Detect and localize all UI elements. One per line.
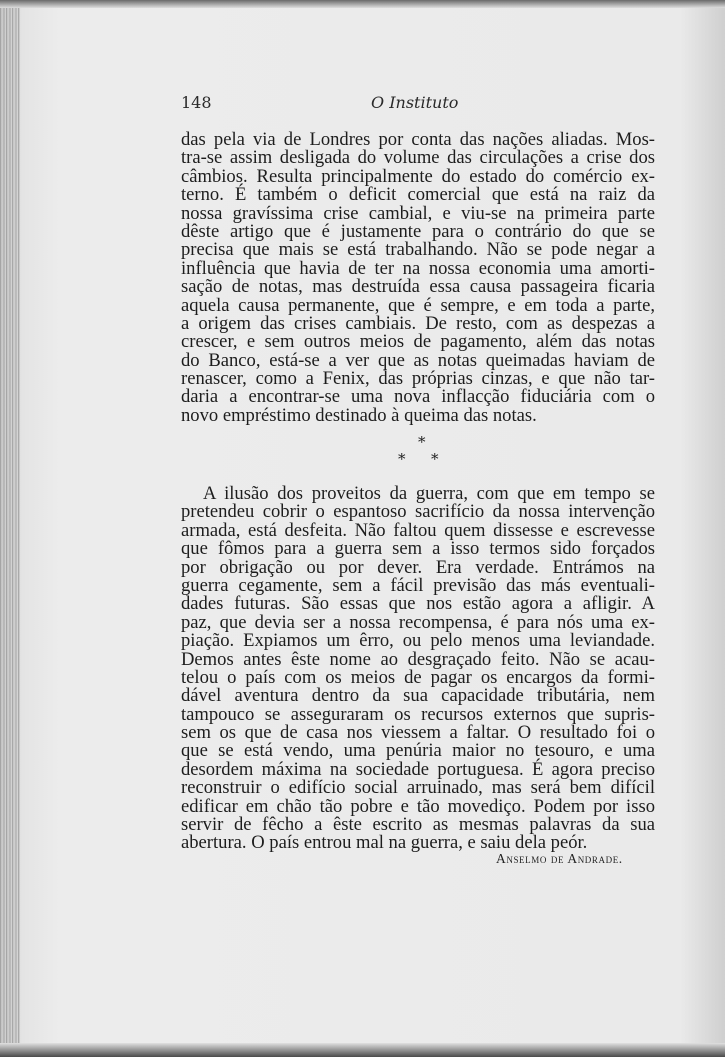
text-line: a origem das crises cambiais. De resto, com as despezas a [181,312,655,334]
text-line: do Banco, está-se a ver que as notas queimadas haviam de [181,349,655,371]
text-line: abertura. O país entrou mal na guerra, e saiu dela peór. [181,832,588,854]
text-line: que fômos para a guerra sem a isso termos sido forçados [181,538,655,560]
text-line: crescer, e sem outros meios de pagamento, além das notas [181,331,655,353]
text-line: edificar em chão tão pobre e tão movediço. Podem por isso [181,795,655,817]
section-separator [390,433,440,469]
book-spine-shadow [0,0,20,1057]
text-line: que se está vendo, uma penúria maior no tesouro, e uma [181,740,655,762]
text-line: reconstruir o edifício social arruinado, mas será bem difícil [181,777,655,799]
text-line: servir de fêcho a êste escrito as mesmas palavras da sua [181,814,655,836]
text-line: aquela causa permanente, que é sempre, e em toda a parte, [181,294,655,316]
text-line: precisa que mais se está trabalhando. Não se pode negar a [181,239,655,261]
text-line: renascer, como a Fenix, das próprias cinzas, e que não tar- [181,368,655,390]
text-line: armada, está desfeita. Não faltou quem dissesse e escrevesse [181,519,655,541]
text-line: terno. É também o deficit comercial que está na raiz da [181,184,655,206]
text-line: A ilusão dos proveitos da guerra, com que em tempo se [203,483,655,504]
text-line: telou o país com os meios de pagar os encargos da formi- [181,666,655,688]
author-signature: Anselmo de Andrade. [496,851,623,866]
asterisk: * [418,433,426,451]
paragraph-2 [181,485,655,853]
asterisk: * [431,450,439,468]
running-title: O Instituto [371,93,459,112]
asterisk: * [398,450,406,468]
page-top-edge [0,0,725,8]
text-line: pretendeu cobrir o espantoso sacrifício da nossa intervenção [181,501,655,523]
text-line: paz, que devia ser a nossa recompensa, é para nós uma ex- [181,611,655,633]
text-line: dável aventura dentro da sua capacidade tributária, nem [181,685,655,707]
text-line: dêste artigo que é justamente para o contrário do que se [181,220,655,242]
text-line: sação de notas, mas destruída essa causa passageira ficaria [181,276,655,298]
text-line: daria a encontrar-se uma nova inflacção fiduciária com o [181,386,655,408]
running-header [181,93,655,115]
text-line: guerra cegamente, sem a fácil previsão das más eventuali- [181,574,655,596]
text-line: tampouco se asseguraram os recursos externos que supris- [181,703,655,725]
text-line: novo empréstimo destinado à queima das notas. [181,404,537,426]
text-line: Demos antes êste nome ao desgraçado feito. Não se acau- [181,648,655,670]
text-line: câmbios. Resulta principalmente do estado do comércio ex- [181,165,655,187]
text-line: influência que havia de ter na nossa economia uma amorti- [181,257,655,279]
text-line: dades futuras. São essas que nos estão agora a afligir. A [181,593,655,615]
text-line: sem os que de casa nos viessem a faltar. O resultado foi o [181,722,655,744]
text-line: das pela via de Londres por conta das nações aliadas. Mos- [181,129,655,150]
text-line: piação. Expiamos um êrro, ou pelo menos uma leviandade. [181,630,655,652]
text-line: por obrigação ou por dever. Era verdade. Entrámos na [181,556,655,578]
page-number: 148 [181,93,212,112]
text-line: tra-se assim desligada do volume das circulações a crise dos [181,147,655,169]
paragraph-1 [181,131,655,425]
text-line: desordem máxima na sociedade portuguesa. É agora preciso [181,758,655,780]
text-line: nossa gravíssima crise cambial, e viu-se na primeira parte [181,202,655,224]
page-bottom-edge [0,1043,725,1057]
